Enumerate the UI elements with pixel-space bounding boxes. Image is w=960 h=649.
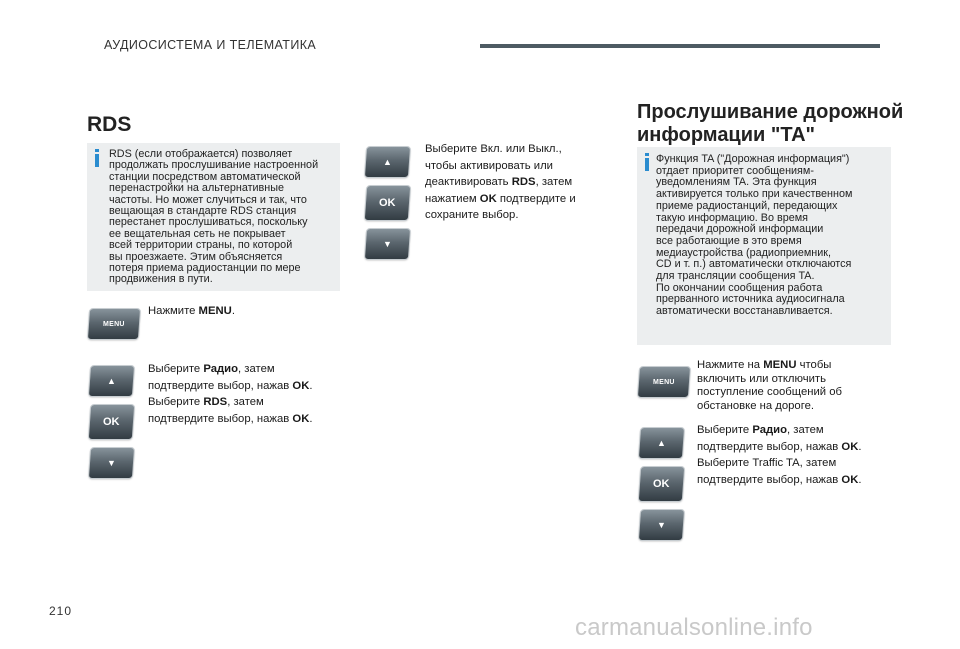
step-text: чтобы (796, 359, 832, 371)
step-text: Нажмите (148, 305, 199, 317)
step-keyword: OK (292, 379, 310, 392)
page-number: 210 (49, 604, 73, 618)
rds-step2-text (148, 361, 313, 427)
ta-info-line: прерванного источника аудиосигнала (656, 293, 845, 306)
down-button-image (639, 510, 684, 540)
up-arrow-icon: ▲ (657, 438, 666, 448)
rds-info-line: продвижения в пути. (109, 273, 213, 286)
ta-info-line: уведомлениям TA. Эта функция (656, 176, 817, 189)
ta-info-line: автоматически восстанавливается. (656, 305, 833, 318)
rds-info-text (109, 149, 318, 286)
step-text: деактивировать (425, 176, 512, 188)
step-keyword: MENU (763, 359, 797, 371)
step-keyword: RDS (203, 396, 228, 408)
step-text: чтобы активировать или (425, 159, 553, 172)
menu-button-label: MENU (653, 378, 675, 386)
step-text: Выберите Traffic TA, затем (697, 457, 837, 469)
rds-info-line: ее вещательная сеть не покрывает (109, 227, 286, 240)
step-keyword: MENU (198, 305, 232, 317)
step-keyword: OK (841, 440, 859, 453)
step-text: подтвердите выбор, нажав (697, 440, 842, 453)
rds-info-line: частоты. Но может случиться и так, что (109, 193, 307, 206)
ta-info-line: передачи дорожной информации (656, 223, 824, 236)
step-text: . (309, 379, 313, 392)
step-keyword: OK (841, 473, 859, 486)
step-text: , затем (238, 363, 275, 375)
step-text: Выберите (148, 363, 204, 375)
ta-heading-line: Прослушивание дорожной (637, 101, 904, 123)
step-text: нажатием (425, 192, 480, 205)
up-button-image (89, 366, 134, 396)
step-text: Выберите (697, 424, 753, 436)
rds-step1-text (148, 303, 235, 320)
ok-button-image (365, 186, 410, 220)
step-keyword: OK (479, 192, 497, 205)
menu-button-image (88, 309, 140, 339)
ta-info-box (637, 147, 891, 345)
step-keyword: Радио (752, 424, 788, 436)
down-arrow-icon: ▼ (107, 458, 116, 468)
down-arrow-icon: ▼ (383, 239, 392, 249)
step-text: сохраните выбор. (425, 209, 519, 221)
step-keyword: Радио (203, 363, 239, 375)
step-text: Нажмите на (697, 359, 764, 371)
rds-info-line: RDS (если отображается) позволяет (109, 148, 293, 160)
ta-info-line: медиаустройства (радиоприемник, (656, 246, 831, 259)
step-text: подтвердите и (496, 192, 576, 205)
ta-info-line: Функция TA ("Дорожная информация") (656, 153, 850, 165)
step-text: , затем (787, 424, 824, 436)
rds-info-line: потеря приема радиостанции по мере (109, 262, 301, 275)
rds-info-line: перенастройки на альтернативные (109, 182, 285, 195)
step-text: включить или отключить (697, 372, 826, 385)
ta-info-line: все работающие в это время (656, 234, 802, 247)
step-text: подтвердите выбор, нажав (697, 473, 842, 486)
step-text: , затем (227, 396, 264, 408)
step-text: . (309, 412, 313, 425)
step-text: Выберите Вкл. или Выкл., (425, 143, 562, 155)
info-icon (94, 149, 100, 167)
rds-info-line: станции посредством автоматической (109, 170, 301, 183)
rds-info-line: вещающая в стандарте RDS станция (109, 205, 297, 218)
ok-button-label: OK (379, 197, 396, 209)
ta-info-line: отдает приоритет сообщениям- (656, 164, 814, 177)
ok-button-image (639, 467, 684, 501)
rds-heading: RDS (87, 113, 132, 136)
step-keyword: RDS (511, 176, 536, 188)
up-button-image (365, 147, 410, 177)
ta-step2-text (697, 422, 862, 488)
rds-step3-text (425, 141, 576, 224)
ta-heading-line: информации "TA" (637, 124, 816, 146)
step-keyword: OK (292, 412, 310, 425)
ta-info-line: приеме радиостанций, передающих (656, 199, 838, 212)
rds-info-line: перестанет прослушиваться, поскольку (109, 216, 308, 229)
step-text: поступление сообщений об (697, 386, 842, 398)
menu-button-label: MENU (103, 320, 125, 328)
up-button-image (639, 428, 684, 458)
up-arrow-icon: ▲ (107, 376, 116, 386)
rds-info-line: вы проезжаете. Этим объясняется (109, 250, 283, 263)
rds-info-box (87, 143, 340, 291)
step-text: обстановке на дороге. (697, 399, 815, 412)
menu-button-image (638, 367, 690, 397)
ta-step1-text (697, 359, 842, 413)
ta-info-line: По окончании сообщения работа (656, 281, 823, 294)
ok-button-label: OK (103, 416, 120, 428)
ta-info-line: для трансляции сообщения TA. (656, 270, 815, 283)
ok-button-image (89, 405, 134, 439)
info-icon (644, 153, 650, 171)
watermark: carmanualsonline.info (575, 614, 813, 641)
up-arrow-icon: ▲ (383, 157, 392, 167)
down-button-image (365, 229, 410, 259)
header-divider-bar (480, 44, 880, 48)
step-text: . (858, 440, 862, 453)
step-text: . (858, 473, 862, 486)
ta-heading (637, 101, 917, 147)
down-button-image (89, 448, 134, 478)
ta-info-line: CD и т. п.) автоматически отключаются (656, 258, 852, 271)
ok-button-label: OK (653, 478, 670, 490)
step-text: подтвердите выбор, нажав (148, 379, 293, 392)
ta-info-line: такую информацию. Во время (656, 211, 809, 224)
down-arrow-icon: ▼ (657, 520, 666, 530)
step-text: Выберите (148, 396, 204, 408)
step-text: подтвердите выбор, нажав (148, 412, 293, 425)
step-text: . (231, 305, 235, 317)
ta-info-line: активируется только при качественном (656, 188, 853, 201)
step-text: , затем (535, 176, 573, 188)
section-header-title: АУДИОСИСТЕМА И ТЕЛЕМАТИКА (104, 38, 317, 52)
ta-info-text (656, 154, 852, 318)
rds-info-line: всей территории страны, по которой (109, 239, 293, 252)
rds-info-line: продолжать прослушивание настроенной (109, 159, 319, 172)
